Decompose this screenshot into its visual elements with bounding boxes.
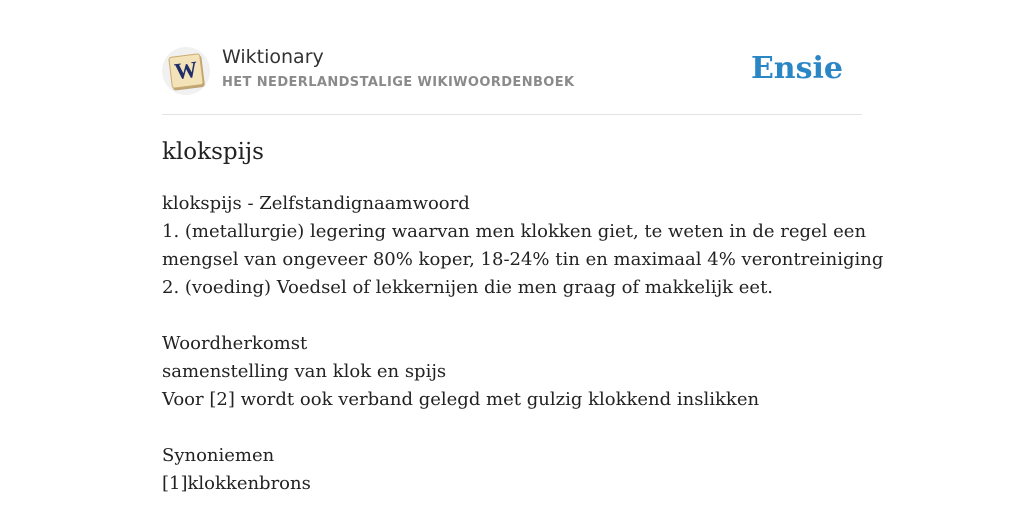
site-header	[162, 44, 862, 115]
blank-line	[162, 414, 862, 442]
definition-line: 2. (voeding) Voedsel of lekkernijen die men graag of makkelijk eet.	[162, 277, 774, 298]
site-name[interactable]: Wiktionary	[222, 46, 324, 68]
ensie-brand-logo[interactable]: Ensie	[750, 51, 843, 86]
etymology-line: Voor [2] wordt ook verband gelegd met gulzig klokkend inslikken	[162, 389, 760, 410]
entry-content	[162, 190, 884, 498]
wiktionary-logo[interactable]	[162, 47, 210, 95]
logo-letter: W	[173, 56, 199, 85]
blank-line	[162, 302, 862, 330]
etymology-line: samenstelling van klok en spijs	[162, 361, 447, 382]
synonyms-label: Synoniemen	[162, 445, 275, 466]
entry-heading: klokspijs - Zelfstandignaamwoord	[162, 193, 470, 214]
page-title: klokspijs	[162, 139, 264, 165]
definition-line: mengsel van ongeveer 80% koper, 18-24% tin en maximaal 4% verontreiniging	[162, 249, 884, 270]
synonym-line: [1]klokkenbrons	[162, 473, 311, 494]
etymology-label: Woordherkomst	[162, 333, 308, 354]
definition-line: 1. (metallurgie) legering waarvan men klokken giet, te weten in de regel een	[162, 221, 867, 242]
site-tagline: HET NEDERLANDSTALIGE WIKIWOORDENBOEK	[222, 75, 575, 90]
logo-tile-icon	[168, 53, 204, 89]
